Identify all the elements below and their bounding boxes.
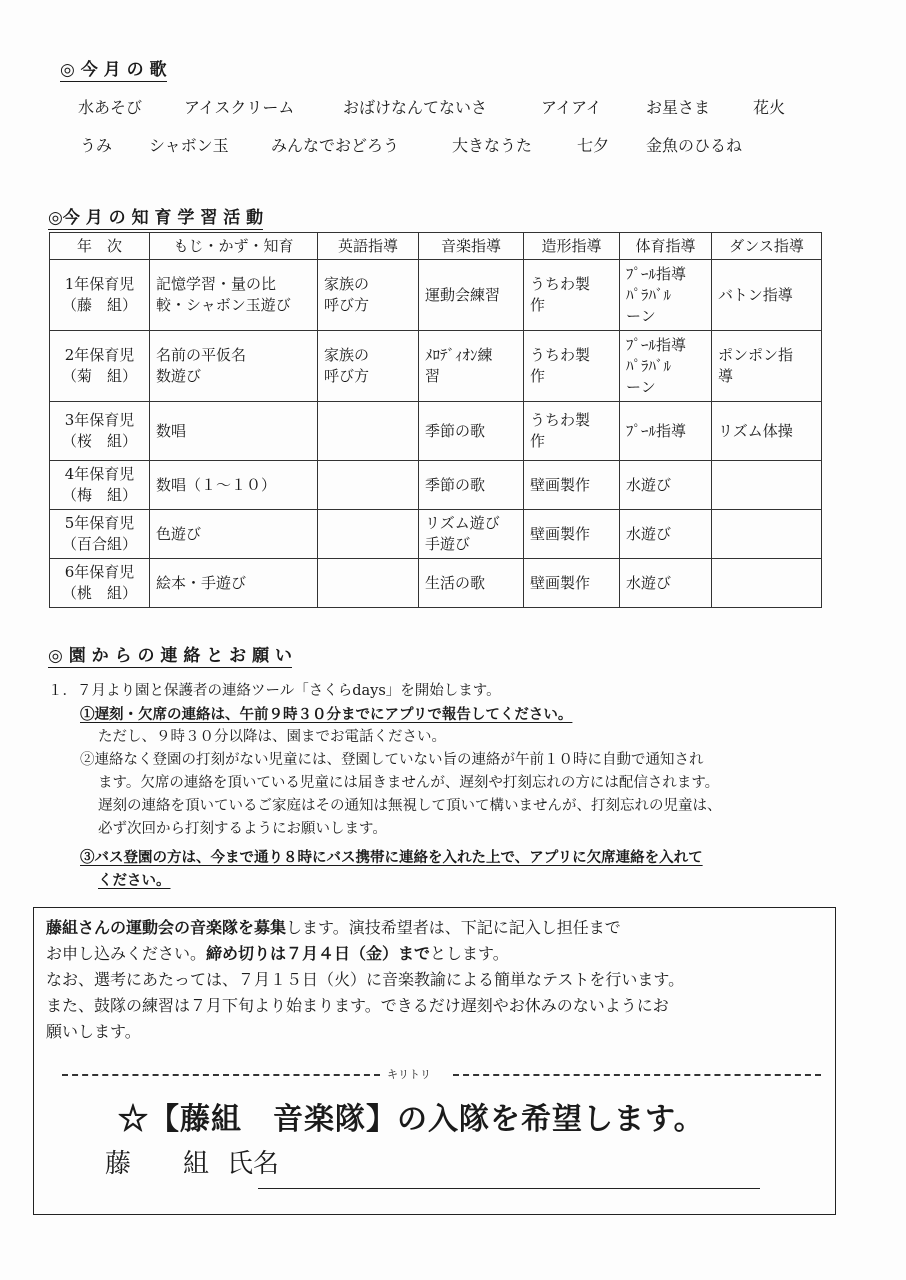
table-cell [712, 510, 822, 559]
notice-point-2-line: ます。欠席の連絡を頂いている児童には届きませんが、遅刻や打刻忘れの方には配信されます。 [98, 775, 720, 791]
form-name-label: 氏名 [227, 1149, 280, 1179]
table-cell: 名前の平仮名 数遊び [150, 331, 318, 402]
column-header: もじ・かず・知育 [150, 233, 318, 260]
recruit-deadline: 締め切りは７月４日（金）まで [206, 944, 431, 963]
table-cell: リズム遊び 手遊び [419, 510, 524, 559]
table-cell: うちわ製 作 [524, 402, 620, 461]
grade-cell: 5年保育児 （百合組） [50, 510, 150, 559]
table-row [50, 260, 822, 331]
table-cell: うちわ製 作 [524, 260, 620, 331]
table-cell: 数唱 [150, 402, 318, 461]
table-cell: 数唱（１～１０） [150, 461, 318, 510]
column-header: ダンス指導 [712, 233, 822, 260]
recruit-line: なお、選考にあたっては、７月１５日（火）に音楽教諭による簡単なテストを行います。 [46, 970, 685, 989]
song-item: 金魚のひるね [646, 136, 743, 155]
song-item: 花火 [753, 98, 786, 117]
table-cell [318, 510, 419, 559]
table-row [50, 510, 822, 559]
recruit-text [46, 915, 684, 1045]
table-cell: 色遊び [150, 510, 318, 559]
table-cell: バトン指導 [712, 260, 822, 331]
recruit-line: します。演技希望者は、下記に記入し担任まで [286, 918, 621, 937]
table-cell: ﾌﾟｰﾙ指導 ﾊﾟﾗﾊﾞﾙ ーン [620, 331, 712, 402]
table-cell: ﾒﾛﾃﾞｨｵﾝ練 習 [419, 331, 524, 402]
table-cell: 絵本・手遊び [150, 559, 318, 608]
recruit-line: 願いします。 [46, 1022, 141, 1041]
column-header: 造形指導 [524, 233, 620, 260]
activities-table [49, 232, 822, 608]
recruit-line: お申し込みください。 [46, 944, 207, 963]
song-item: みんなでおどろう [271, 136, 400, 155]
table-cell: うちわ製 作 [524, 331, 620, 402]
table-row [50, 402, 822, 461]
form-class-label: 藤 組 [105, 1149, 210, 1179]
table-cell: ﾌﾟｰﾙ指導 ﾊﾟﾗﾊﾞﾙ ーン [620, 260, 712, 331]
song-item: 七夕 [577, 136, 610, 155]
form-name-row [105, 1143, 279, 1180]
song-item: シャボン玉 [149, 136, 229, 155]
grade-cell: 1年保育児 （藤 組） [50, 260, 150, 331]
form-title: ☆【藤組 音楽隊】の入隊を希望します。 [118, 1102, 705, 1137]
notice-point-2: ②連絡なく登園の打刻がない児童には、登園していない旨の連絡が午前１０時に自動で通知され [80, 752, 704, 768]
column-header: 体育指導 [620, 233, 712, 260]
song-item: うみ [80, 136, 113, 155]
songs-row-2 [0, 133, 906, 157]
table-cell: 運動会練習 [419, 260, 524, 331]
table-cell [712, 461, 822, 510]
song-item: 大きなうた [452, 136, 533, 155]
table-cell [318, 402, 419, 461]
column-header: 音楽指導 [419, 233, 524, 260]
table-header-row [50, 233, 822, 260]
song-item: アイアイ [541, 98, 602, 117]
table-cell: 生活の歌 [419, 559, 524, 608]
table-cell: 水遊び [620, 510, 712, 559]
song-item: アイスクリーム [184, 98, 295, 117]
notice-item-1: １．７月より園と保護者の連絡ツール「さくらdays」を開始します。 [48, 683, 501, 699]
song-item: お星さま [646, 98, 711, 117]
cut-label: キリトリ [387, 1068, 431, 1081]
grade-cell: 3年保育児 （桜 組） [50, 402, 150, 461]
table-cell: 壁画製作 [524, 461, 620, 510]
table-cell: 壁画製作 [524, 510, 620, 559]
songs-row-1 [0, 95, 906, 119]
table-cell: 水遊び [620, 559, 712, 608]
table-cell: 壁画製作 [524, 559, 620, 608]
notice-point-1: ①遅刻・欠席の連絡は、午前９時３０分までにアプリで報告してください。 [80, 706, 573, 723]
name-field-line[interactable] [258, 1188, 760, 1189]
table-cell: 季節の歌 [419, 461, 524, 510]
table-cell: ﾌﾟｰﾙ指導 [620, 402, 712, 461]
column-header: 年 次 [50, 233, 150, 260]
song-item: おばけなんてないさ [343, 98, 488, 117]
songs-title: ◎ 今 月 の 歌 [60, 55, 167, 82]
table-cell: 水遊び [620, 461, 712, 510]
table-cell: 記憶学習・量の比 較・シャボン玉遊び [150, 260, 318, 331]
notice-point-2-line: 遅刻の連絡を頂いているご家庭はその通知は無視して頂いて構いませんが、打刻忘れの児童は、 [98, 798, 722, 814]
table-cell: 季節の歌 [419, 402, 524, 461]
grade-cell: 4年保育児 （梅 組） [50, 461, 150, 510]
grade-cell: 6年保育児 （桃 組） [50, 559, 150, 608]
grade-cell: 2年保育児 （菊 組） [50, 331, 150, 402]
cut-line-right [453, 1074, 821, 1076]
notice-point-3-line: ください。 [98, 872, 171, 889]
activities-title: ◎今 月 の 知 育 学 習 活 動 [48, 203, 263, 230]
table-row [50, 559, 822, 608]
notice-point-1-note: ただし、９時３０分以降は、園までお電話ください。 [98, 729, 446, 745]
table-cell [712, 559, 822, 608]
table-cell: 家族の 呼び方 [318, 331, 419, 402]
recruit-line: また、鼓隊の練習は７月下旬より始まります。できるだけ遅刻やお休みのないようにお [46, 996, 669, 1015]
song-item: 水あそび [78, 98, 143, 117]
table-cell: 家族の 呼び方 [318, 260, 419, 331]
table-cell [318, 559, 419, 608]
recruit-line: とします。 [430, 944, 509, 963]
table-cell: ポンポン指 導 [712, 331, 822, 402]
column-header: 英語指導 [318, 233, 419, 260]
notice-title: ◎ 園 か ら の 連 絡 と お 願 い [48, 641, 292, 668]
table-row [50, 461, 822, 510]
notice-point-2-line: 必ず次回から打刻するようにお願いします。 [98, 821, 387, 837]
table-row [50, 331, 822, 402]
cut-line-left [62, 1074, 380, 1076]
table-cell [318, 461, 419, 510]
table-cell: リズム体操 [712, 402, 822, 461]
recruit-highlight: 藤組さんの運動会の音楽隊を募集 [46, 918, 287, 937]
notice-point-3: ③バス登園の方は、今まで通り８時にバス携帯に連絡を入れた上で、アプリに欠席連絡を入れて [80, 849, 703, 866]
